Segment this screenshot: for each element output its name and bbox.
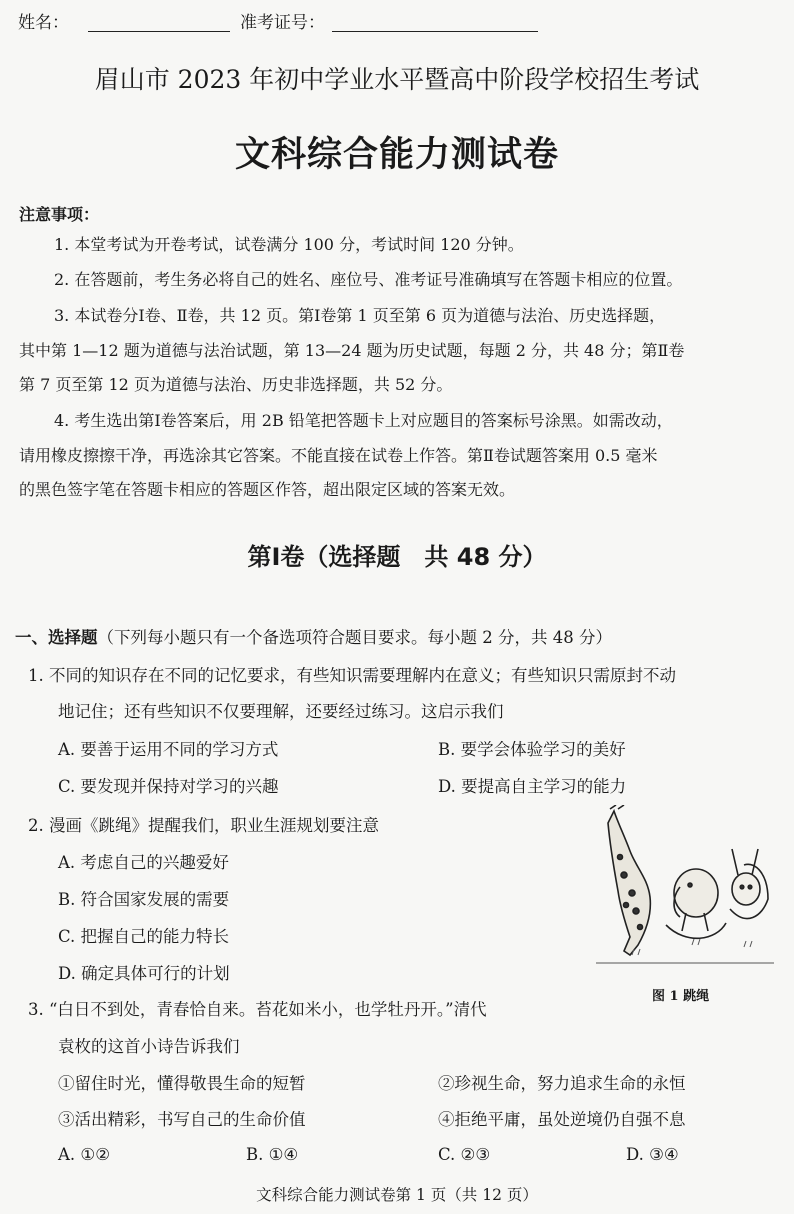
- q2-option-d: D. 确定具体可行的计划: [58, 964, 230, 983]
- q3-statement-1: ①留住时光，懂得敬畏生命的短暂: [58, 1074, 306, 1093]
- q1-stem-line2: 地记住；还有些知识不仅要理解，还要经过练习。这启示我们: [58, 702, 504, 721]
- note-line: 其中第 1—12 题为道德与法治试题，第 13—24 题为历史试题，每题 2 分，共 48 分；第Ⅱ卷: [19, 341, 685, 360]
- q2-option-c: C. 把握自己的能力特长: [58, 927, 230, 946]
- rabbit-figure: [730, 849, 768, 918]
- q3-option-d: D. ③④: [626, 1145, 679, 1164]
- q3-statement-4: ④拒绝平庸，虽处逆境仍自强不息: [438, 1110, 686, 1129]
- note-line: 请用橡皮擦擦干净，再选涂其它答案。不能直接在试卷上作答。第Ⅱ卷试题答案用 0.5 毫米: [19, 446, 658, 465]
- part-heading-label: 一、选择题: [15, 628, 98, 647]
- paper-title: 文科综合能力测试卷: [234, 134, 559, 175]
- q3-statement-3: ③活出精彩，书写自己的生命价值: [58, 1110, 306, 1129]
- q2-option-b: B. 符合国家发展的需要: [58, 890, 230, 909]
- q1-option-c: C. 要发现并保持对学习的兴趣: [58, 777, 279, 796]
- name-blank-line: [88, 30, 230, 32]
- q1-stem-line1: 1. 不同的知识存在不同的记忆要求，有些知识需要理解内在意义；有些知识只需原封不动: [28, 666, 676, 685]
- id-blank-line: [332, 30, 538, 32]
- q2-stem: 2. 漫画《跳绳》提醒我们，职业生涯规划要注意: [28, 816, 379, 835]
- exam-title: 眉山市 2023 年初中学业水平暨高中阶段学校招生考试: [94, 65, 700, 94]
- q1-option-d: D. 要提高自主学习的能力: [438, 777, 627, 796]
- note-line: 的黑色签字笔在答题卡相应的答题区作答，超出限定区域的答案无效。: [19, 480, 516, 499]
- page-footer: 文科综合能力测试卷第 1 页（共 12 页）: [256, 1186, 538, 1204]
- part-heading: [15, 624, 612, 648]
- part-heading-desc: （下列每小题只有一个备选项符合题目要求。每小题 2 分，共 48 分）: [97, 628, 612, 647]
- q3-statement-2: ②珍视生命，努力追求生命的永恒: [438, 1074, 686, 1093]
- note-line: 4. 考生选出第Ⅰ卷答案后，用 2B 铅笔把答题卡上对应题目的答案标号涂黑。如需改动，: [54, 411, 673, 430]
- jump-rope-cartoon: [596, 805, 774, 980]
- id-label: 准考证号：: [240, 13, 325, 33]
- note-line: 1. 本堂考试为开卷考试，试卷满分 100 分，考试时间 120 分钟。: [54, 235, 524, 254]
- q3-option-a: A. ①②: [58, 1145, 110, 1164]
- q3-option-b: B. ①④: [246, 1145, 299, 1164]
- figure-caption: 图 1 跳绳: [652, 989, 710, 1004]
- q1-option-a: A. 要善于运用不同的学习方式: [58, 740, 279, 759]
- elephant-figure: [666, 869, 726, 938]
- q2-option-a: A. 考虑自己的兴趣爱好: [58, 853, 229, 872]
- q3-stem-line1: 3. “白日不到处，青春恰自来。苔花如米小，也学牡丹开。”清代: [28, 1000, 487, 1019]
- note-line: 第 7 页至第 12 页为道德与法治、历史非选择题，共 52 分。: [19, 375, 453, 394]
- q3-option-c: C. ②③: [438, 1145, 491, 1164]
- note-line: 3. 本试卷分Ⅰ卷、Ⅱ卷，共 12 页。第Ⅰ卷第 1 页至第 6 页为道德与法治、历史选择题，: [54, 306, 666, 325]
- name-label: 姓名：: [18, 13, 69, 33]
- ground: [596, 939, 774, 963]
- section-title: 第Ⅰ卷（选择题 共 48 分）: [247, 543, 547, 571]
- giraffe-figure: [608, 805, 650, 955]
- q3-stem-line2: 袁枚的这首小诗告诉我们: [58, 1037, 240, 1056]
- q1-option-b: B. 要学会体验学习的美好: [438, 740, 626, 759]
- note-line: 2. 在答题前，考生务必将自己的姓名、座位号、准考证号准确填写在答题卡相应的位置。: [54, 270, 683, 289]
- notes-heading: 注意事项：: [19, 205, 100, 224]
